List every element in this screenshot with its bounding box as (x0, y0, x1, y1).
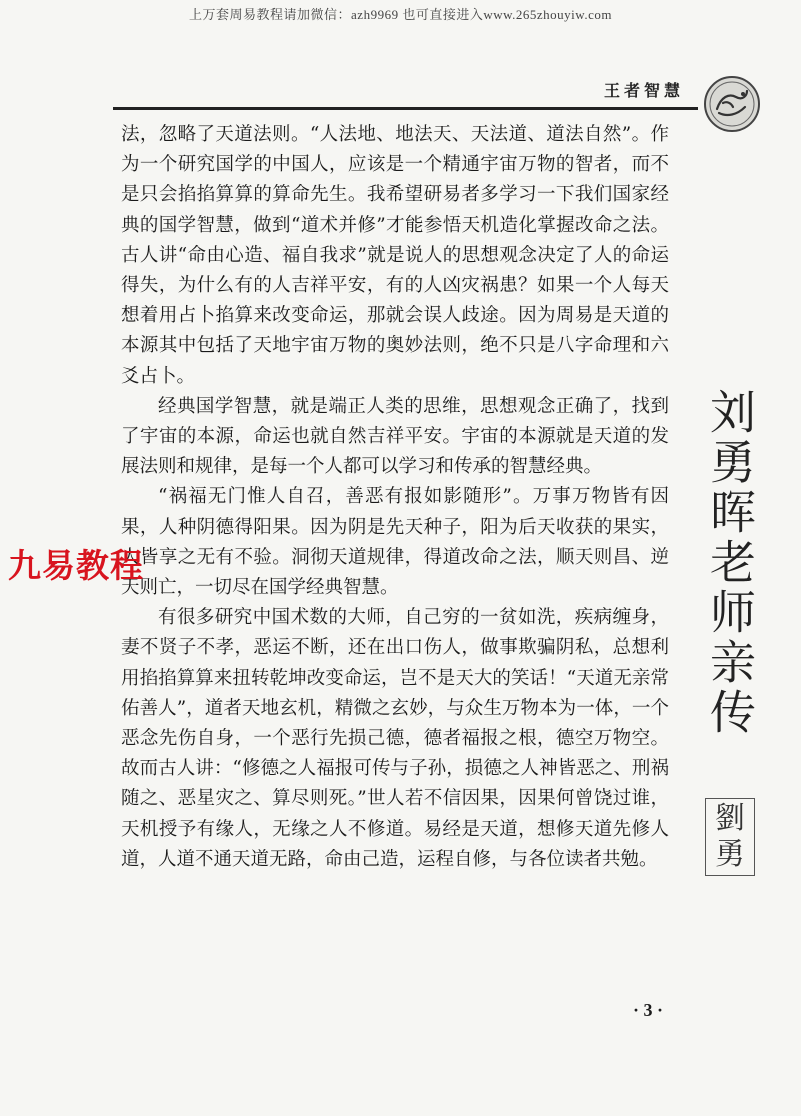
paragraph: 有很多研究中国术数的大师，自己穷的一贫如洗，疾病缠身，妻不贤子不孝，恶运不断，还在出口伤人，做事欺骗阴私，总想利用掐掐算算来扭转乾坤改变命运，岂不是天大的笑话！“天道无亲常佑善人”，道者天地玄机，精微之玄妙，与众生万物本为一体，一个恶念先伤自身，一个恶行先损己德，德者福报之根，德空万物空。故而古人讲：“修德之人福报可传与子孙，损德之人神皆恶之、刑祸随之、恶星灾之、算尽则死。”世人若不信因果，因果何曾饶过谁，天机授予有缘人，无缘之人不修道。易经是天道，想修天道先修人道，人道不通天道无路，命由己造，运程自修，与各位读者共勉。 (121, 607, 669, 870)
header-rule (113, 107, 698, 110)
paragraph: 法，忽略了天道法则。“人法地、地法天、天法道、道法自然”。作为一个研究国学的中国人，应该是一个精通宇宙万物的智者，而不是只会掐掐算算的算命先生。我希望研易者多学习一下我们国家经典的国学智慧，做到“道术并修”才能参悟天机造化掌握改命之法。古人讲“命由心造、福自我求”就是说人的思想观念决定了人的命运得失，为什么有的人吉祥平安，有的人凶灾祸患？如果一个人每天想着用占卜掐算来改变命运，那就会误人歧途。因为周易是天道的本源其中包括了天地宇宙万物的奥妙法则，绝不只是八字命理和六爻占卜。 (121, 124, 669, 387)
running-header-title: 王者智慧 (604, 81, 685, 100)
article-body (121, 120, 669, 875)
top-watermark-banner: 上万套周易教程请加微信：azh9969 也可直接进入www.265zhouyiw.com (189, 7, 612, 22)
paragraph: “祸福无门惟人自召，善恶有报如影随形”。万事万物皆有因果，人种阴德得阳果。因为阴是先天种子，阳为后天收获的果实，人皆享之无有不验。洞彻天道规律，得道改命之法，顺天则昌、逆天则亡，一切尽在国学经典智慧。 (121, 486, 669, 599)
page-number: · 3 · (633, 1000, 664, 1020)
dragon-emblem-icon (703, 75, 761, 133)
calligraphy-signature: 刘勇晖老师亲传 (703, 388, 757, 738)
name-seal-stamp (705, 798, 755, 876)
seal-char: 劉 (715, 801, 745, 836)
seal-char: 勇 (715, 837, 745, 872)
paragraph: 经典国学智慧，就是端正人类的思维，思想观念正确了，找到了宇宙的本源，命运也就自然吉祥平安。宇宙的本源就是天道的发展法则和规律，是每一个人都可以学习和传承的智慧经典。 (121, 395, 669, 478)
overlay-watermark-mark: 九易教程 (8, 540, 144, 587)
